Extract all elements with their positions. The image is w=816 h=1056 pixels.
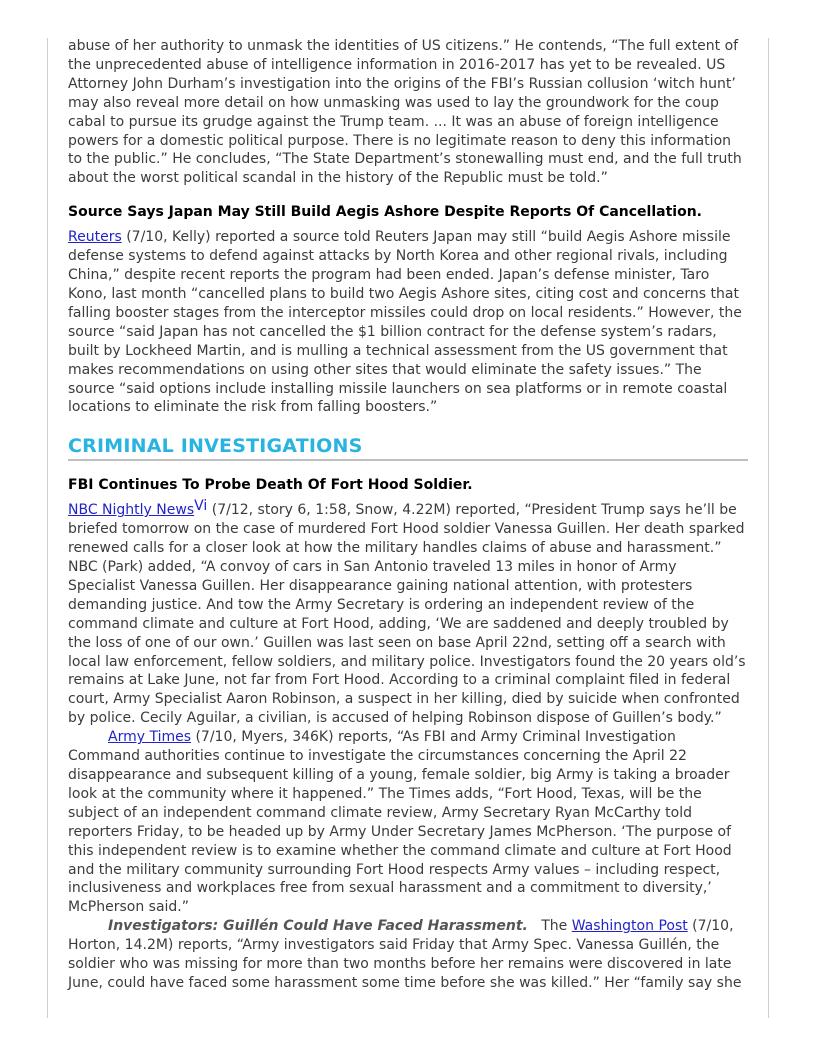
section-heading: CRIMINAL INVESTIGATIONS [68,435,748,461]
left-margin-rule [47,38,48,1018]
story-text: (7/12, story 6, 1:58, Snow, 4.22M) reported, “President Trump says he’ll be briefed tomorrow on the case of murdered Fort Hood soldier Vanessa Guillen. Her death sparked renewed calls for a closer look at how the military handles claims of abuse and harassment.” NBC (Park) added, “A convoy of cars in San Antonio traveled 13 miles in honor of Army Specialist Vanessa Guillen. Her disappearance gaining national attention, with protesters demanding justice. And tow the Army Secretary is ordering an independent review of the command climate and culture at Fort Hood, adding, ‘We are saddened and deeply troubled by the loss of one of our own.’ Guillen was last seen on base April 22nd, setting off a search with local law enforcement, fellow soldiers, and military police. Investigators found the 20 years old’s remains at Lake June, not far from Fort Hood. According to a criminal complaint filed in federal court, Army Specialist Aaron Robinson, a suspect in her killing, died by suicide when confronted by police. Cecily Aguilar, a civilian, is accused of helping Robinson dispose of Guillen’s body.” [68,502,746,727]
story-text: (7/10, Horton, 14.2M) reports, “Army investigators said Friday that Army Spec. Vanessa Guillén, the soldier who was missing for more than two months before her remains were discovered in late June, could have faced some harassment some time before she was killed.” Her “family say she [68,918,742,991]
story-text: The [541,918,572,935]
story-body-army-times [68,728,748,917]
story-headline-aegis: Source Says Japan May Still Build Aegis Ashore Despite Reports Of Cancellation. [68,204,702,221]
army-times-link[interactable]: Army Times [108,729,192,746]
story-headline-fort-hood: FBI Continues To Probe Death Of Fort Hood Soldier. [68,477,473,494]
continued-paragraph: abuse of her authority to unmask the identities of US citizens.” He contends, “The full extent of the unprecedented abuse of intelligence information in 2016-2017 has yet to be revealed. US Attorney John Durham’s investigation into the origins of the FBI’s Russian collusion ‘witch hunt’ may also reveal more detail on how unmasking was used to lay the groundwork for the coup cabal to pursue its grudge against the Trump team. ... It was an abuse of foreign intelligence powers for a domestic political purpose. There is no legitimate reason to deny this information to the public.” He concludes, “The State Department’s stonewalling must end, and the full truth about the worst political scandal in the history of the Republic must be told.” [68,38,742,187]
document-body [68,37,748,993]
reuters-link[interactable]: Reuters [68,229,122,246]
washington-post-link[interactable]: Washington Post [571,918,688,935]
story-text: (7/10, Myers, 346K) reports, “As FBI and Army Criminal Investigation Command authorities continue to investigate the circumstances concerning the April 22 disappearance and subsequent killing of a young, female soldier, big Army is taking a broader look at the community where it happened.” The Times adds, “Fort Hood, Texas, will be the subject of an independent command climate review, Army Secretary Ryan McCarthy told reporters Friday, to be headed up by Army Under Secretary James McPherson. ‘The purpose of this independent review is to examine whether the command climate and culture at Fort Hood and the military community surrounding Fort Hood respects Army values – including respect, inclusiveness and workplaces free from sexual harassment and a commitment to diversity,’ McPherson said.” [68,729,732,916]
story-body-nbc [68,498,748,728]
subheading-harassment: Investigators: Guillén Could Have Faced Harassment. [108,918,528,935]
story-text: (7/10, Kelly) reported a source told Reuters Japan may still “build Aegis Ashore missile defense systems to defend against attacks by North Korea and other regional rivals, including China,” despite recent reports the program had been ended. Japan’s defense minister, Taro Kono, last month “cancelled plans to build two Aegis Ashore sites, citing cost and concerns that falling booster stages from the interceptor missiles could drop on local residents.” However, the source “said Japan has not cancelled the $1 billion contract for the defense system’s radars, built by Lockheed Martin, and is mulling a technical assessment from the US government that makes recommendations on using other sites that would eliminate the safety issues.” The source “said options include installing missile launchers on sea platforms or in remote coastal locations to eliminate the risk from falling boosters.” [68,229,742,416]
right-margin-rule [768,38,769,1018]
video-icon[interactable]: Vi [194,498,208,515]
story-body-washington-post [68,917,748,993]
story-body-aegis [68,228,748,417]
nbc-nightly-news-link[interactable]: NBC Nightly News [68,502,195,519]
